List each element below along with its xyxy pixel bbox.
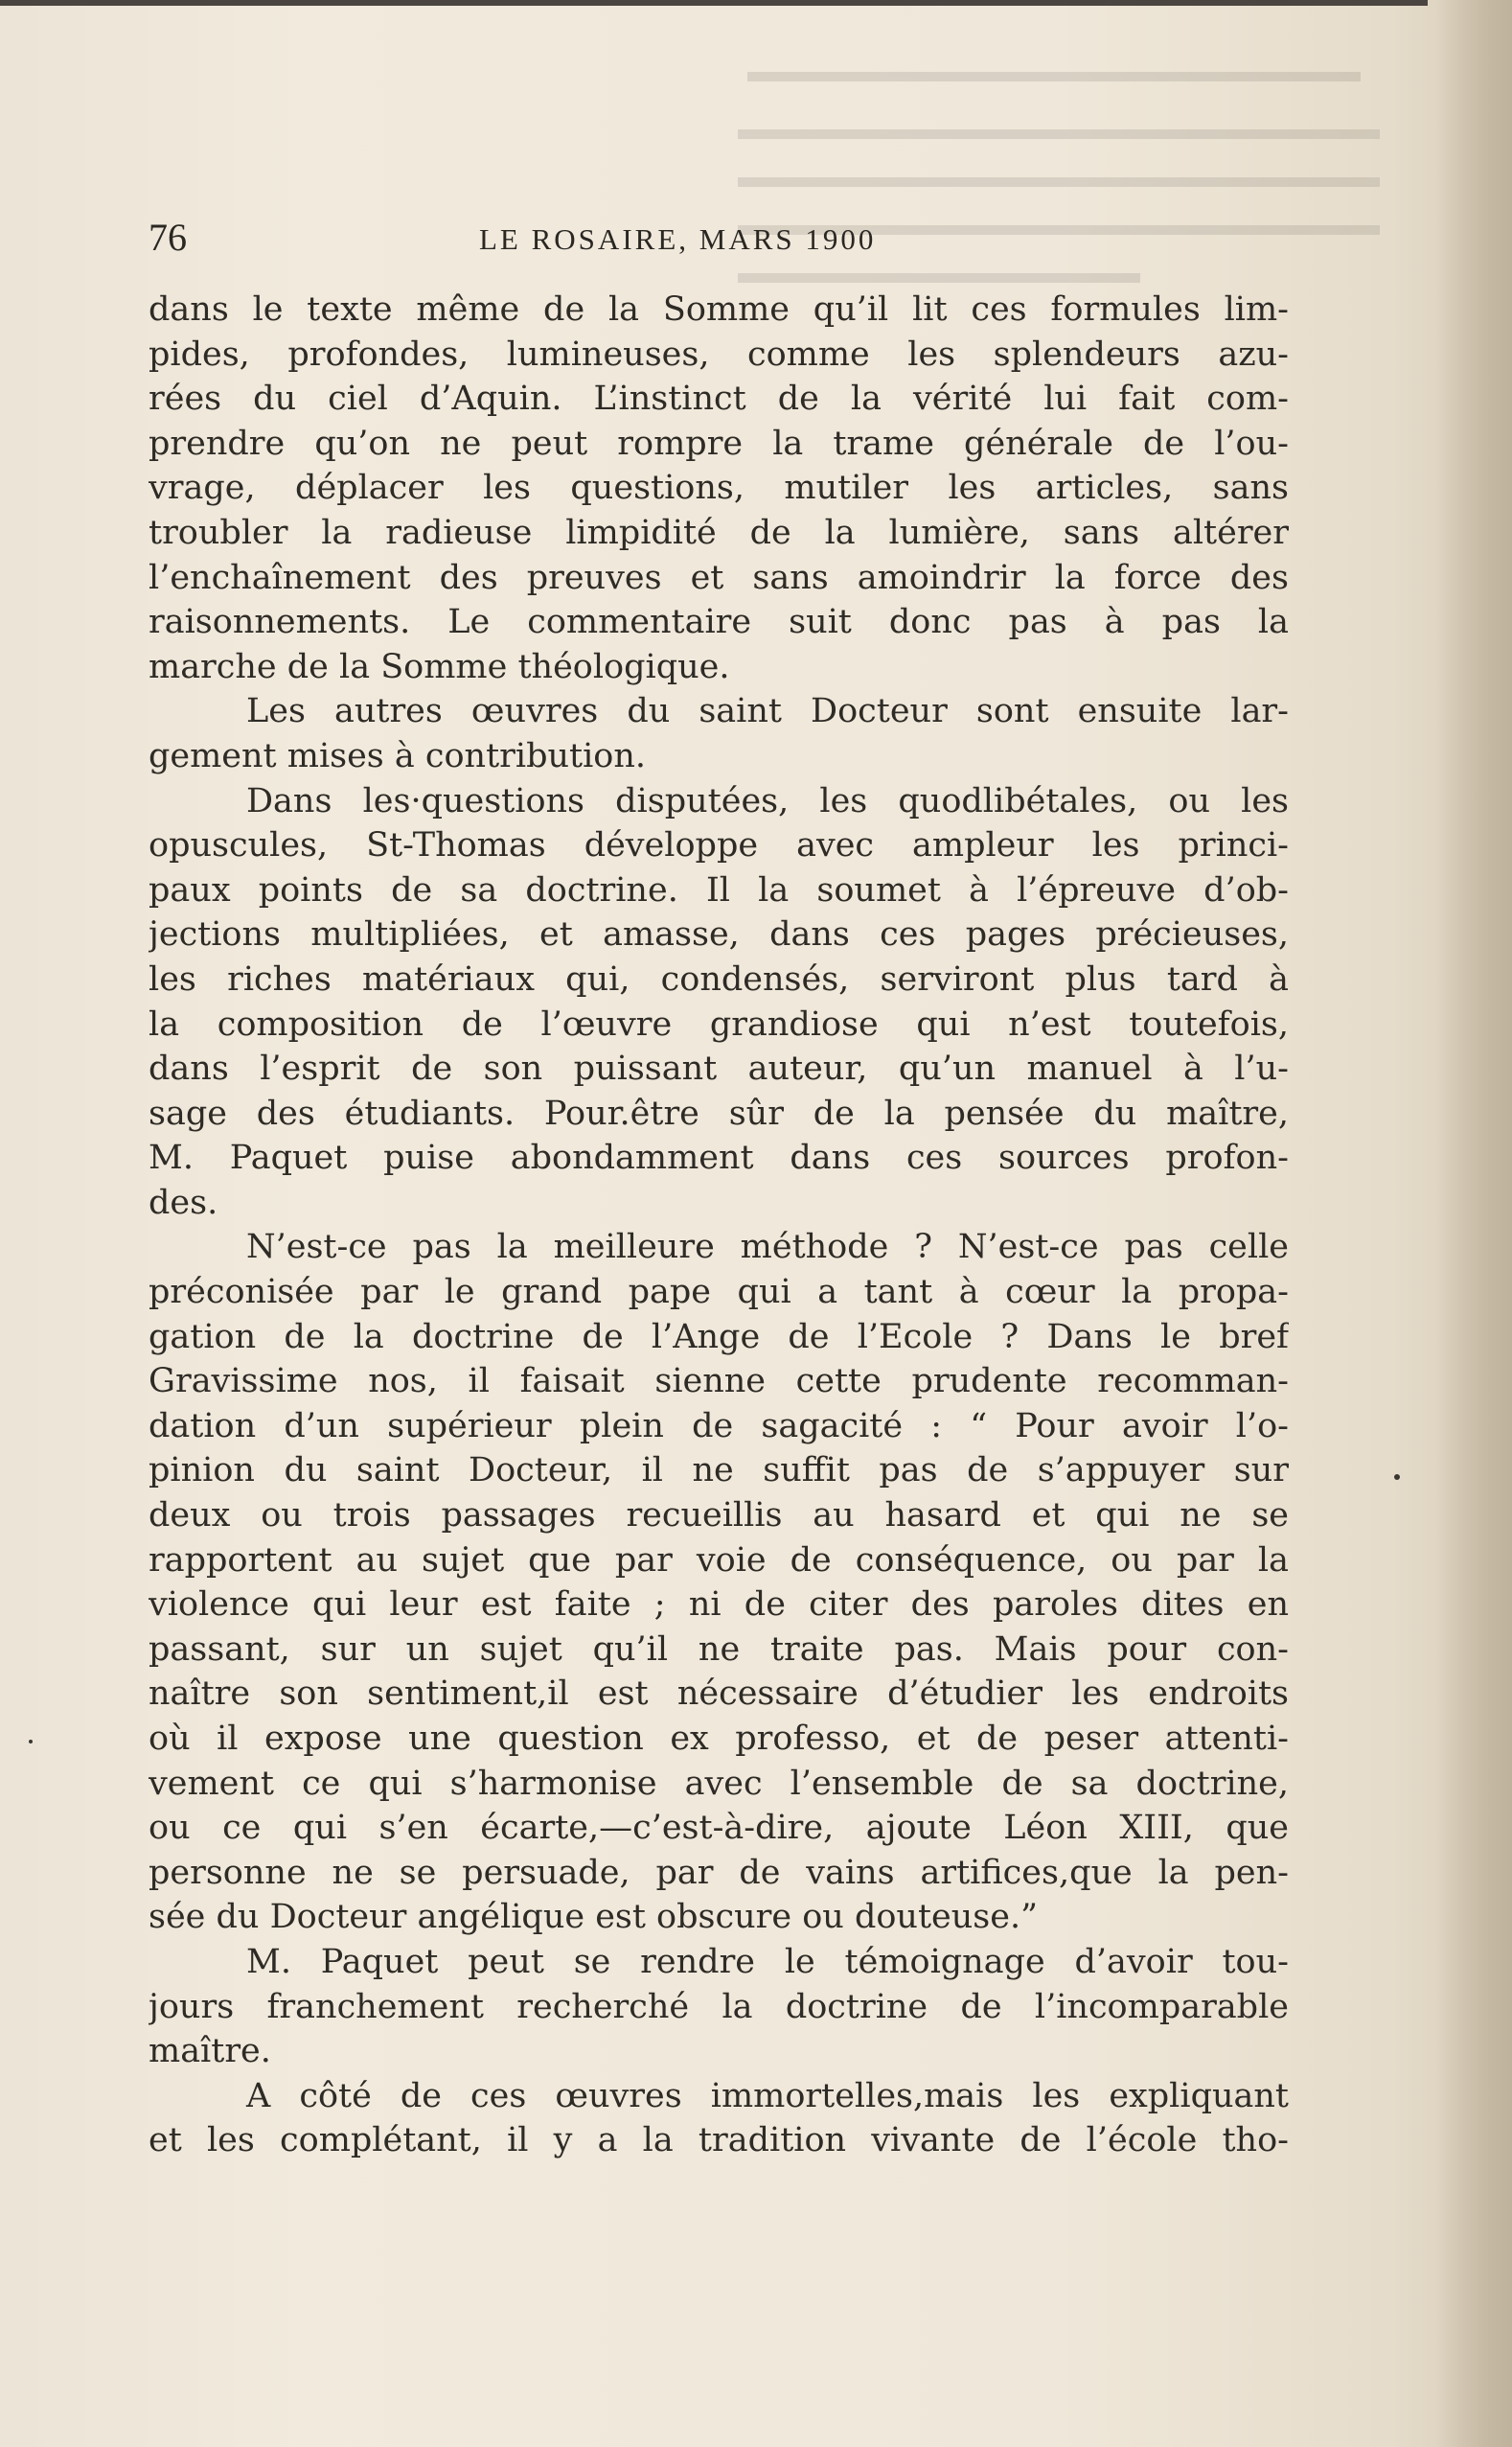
text-line: Les autres œuvres du saint Docteur sont ensuite lar- bbox=[246, 692, 1289, 731]
text-line: sage des étudiants. Pour.être sûr de la pensée du maître, bbox=[149, 1094, 1289, 1133]
text-line: Dans les·questions disputées, les quodlibétales, ou les bbox=[246, 781, 1289, 820]
page-edge-shadow bbox=[1435, 0, 1512, 2447]
text-line: et les complétant, il y a la tradition vivante de l’école tho- bbox=[149, 2121, 1289, 2160]
text-line: marche de la Somme théologique. bbox=[149, 647, 730, 686]
text-line: rapportent au sujet que par voie de conséquence, ou par la bbox=[149, 1540, 1289, 1580]
text-line: violence qui leur est faite ; ni de citer des paroles dites en bbox=[149, 1585, 1289, 1625]
text-line: Gravissime nos, il faisait sienne cette prudente recomman- bbox=[149, 1362, 1289, 1401]
text-line: ou ce qui s’en écarte,—c’est-à-dire, ajoute Léon XIII, que bbox=[149, 1809, 1289, 1848]
text-line: vrage, déplacer les questions, mutiler les articles, sans bbox=[149, 469, 1289, 508]
text-line: dans l’esprit de son puissant auteur, qu’un manuel à l’u- bbox=[149, 1050, 1289, 1089]
text-line: naître son sentiment,il est nécessaire d’étudier les endroits bbox=[149, 1674, 1289, 1714]
text-line: préconisée par le grand pape qui a tant à cœur la propa- bbox=[149, 1273, 1289, 1312]
page-number: 76 bbox=[149, 216, 187, 259]
text-line: personne ne se persuade, par de vains artifices,que la pen- bbox=[149, 1853, 1289, 1892]
text-line: vement ce qui s’harmonise avec l’ensemble de sa doctrine, bbox=[149, 1764, 1289, 1803]
ink-speck bbox=[29, 1740, 33, 1743]
text-line: pinion du saint Docteur, il ne suffit pas de s’appuyer sur bbox=[149, 1451, 1289, 1490]
text-line: deux ou trois passages recueillis au hasard et qui ne se bbox=[149, 1496, 1289, 1535]
text-line: les riches matériaux qui, condensés, serviront plus tard à bbox=[149, 959, 1289, 999]
text-line: raisonnements. Le commentaire suit donc pas à pas la bbox=[149, 603, 1289, 642]
text-line: prendre qu’on ne peut rompre la trame générale de l’ou- bbox=[149, 424, 1289, 463]
ink-speck bbox=[1394, 1474, 1400, 1480]
text-line: pides, profondes, lumineuses, comme les splendeurs azu- bbox=[149, 335, 1289, 374]
body-text bbox=[149, 288, 1289, 2163]
text-line: gement mises à contribution. bbox=[149, 736, 647, 775]
text-line: jours franchement recherché la doctrine de l’incomparable bbox=[149, 1987, 1289, 2026]
text-line: M. Paquet peut se rendre le témoignage d’avoir tou- bbox=[246, 1942, 1289, 1981]
text-line: jections multipliées, et amasse, dans ces pages précieuses, bbox=[149, 915, 1289, 955]
text-line: rées du ciel d’Aquin. L’instinct de la vérité lui fait com- bbox=[149, 380, 1289, 419]
text-line: des. bbox=[149, 1183, 218, 1222]
text-line: M. Paquet puise abondamment dans ces sources profon- bbox=[149, 1139, 1289, 1178]
running-title: LE ROSAIRE, MARS 1900 bbox=[479, 222, 877, 256]
text-line: passant, sur un sujet qu’il ne traite pas. Mais pour con- bbox=[149, 1629, 1289, 1669]
text-line: opuscules, St-Thomas développe avec ampleur les princi- bbox=[149, 826, 1289, 866]
text-line: la composition de l’œuvre grandiose qui n’est toutefois, bbox=[149, 1004, 1289, 1044]
text-line: maître. bbox=[149, 2032, 271, 2071]
text-line: A côté de ces œuvres immortelles,mais les expliquant bbox=[246, 2076, 1289, 2115]
text-line: l’enchaînement des preuves et sans amoindrir la force des bbox=[149, 558, 1289, 597]
text-line: gation de la doctrine de l’Ange de l’Ecole ? Dans le bref bbox=[149, 1317, 1289, 1356]
running-header bbox=[149, 209, 1289, 266]
text-line: sée du Docteur angélique est obscure ou douteuse.” bbox=[149, 1898, 1038, 1937]
text-line: dans le texte même de la Somme qu’il lit ces formules lim- bbox=[149, 290, 1289, 329]
text-line: où il expose une question ex professo, et de peser attenti- bbox=[149, 1720, 1289, 1758]
text-line: N’est-ce pas la meilleure méthode ? N’est-ce pas celle bbox=[246, 1228, 1289, 1267]
text-line: troubler la radieuse limpidité de la lumière, sans altérer bbox=[149, 513, 1289, 552]
top-edge-rule bbox=[0, 0, 1428, 6]
text-line: paux points de sa doctrine. Il la soumet à l’épreuve d’ob- bbox=[149, 870, 1289, 910]
text-line: dation d’un supérieur plein de sagacité : “ Pour avoir l’o- bbox=[149, 1406, 1289, 1445]
